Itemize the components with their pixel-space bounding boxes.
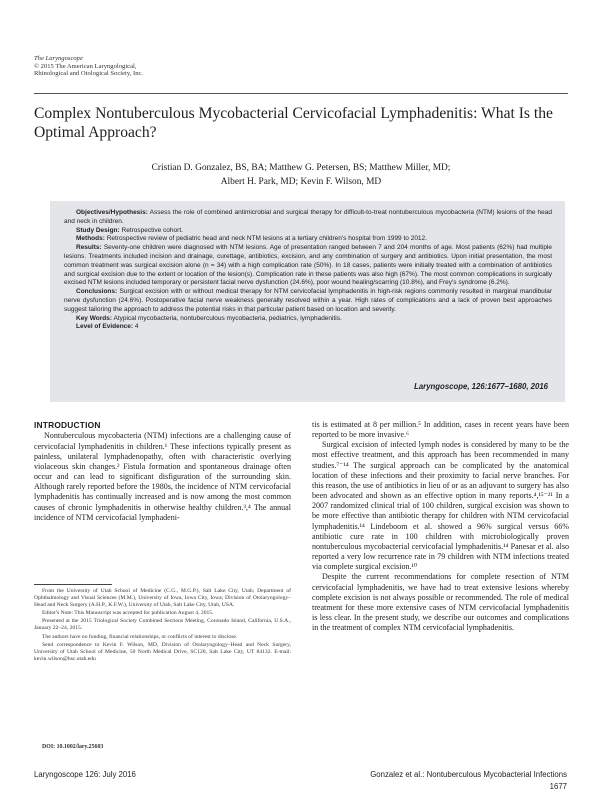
journal-masthead — [34, 55, 143, 78]
journal-name: The Laryngoscope — [34, 55, 83, 62]
footnote-editor-note: Editor's Note: This Manuscript was accepted for publication August 4, 2015. — [42, 610, 214, 617]
footnote-affiliations: From the University of Utah School of Medicine (C.G., M.G.P.), Salt Lake City, Utah; Department of Ophthalmology and Visual Sciences (M.M.), University of Iowa, Iowa City, Iowa; Division of Otolaryngology–Head and Neck Surgery (A.H.P., K.F.W.), University of Utah, Salt Lake City, Utah, USA. — [34, 588, 291, 608]
footer-journal-issue: Laryngoscope 126: July 2016 — [34, 770, 136, 779]
footnote-funding: The authors have no funding, financial relationships, or conflicts of interest to disclose. — [42, 633, 238, 640]
header-rule — [34, 93, 568, 94]
citation: Laryngoscope, 126:1677–1680, 2016 — [414, 382, 548, 391]
society-line: Rhinological and Otological Society, Inc. — [34, 70, 144, 78]
author-list — [34, 161, 568, 189]
abstract-keywords: Key Words: Atypical mycobacteria, nontuberculous mycobacteria, pediatrics, lymphadenitis. — [76, 314, 342, 322]
abstract-objectives: Objectives/Hypothesis: Assess the role of combined antimicrobial and surgical therapy for difficult-to-treat nontuberculous mycobacteria (NTM) lesions of the head and neck in children. — [64, 209, 553, 225]
left-column — [34, 420, 291, 523]
footnote-presented: Presented at the 2015 Triological Society Combined Sections Meeting, Coronado Island, California, U.S.A., January 22–24, 2015. — [34, 618, 291, 632]
footnotes — [34, 588, 291, 664]
authors-line-2: Albert H. Park, MD; Kevin F. Wilson, MD — [220, 177, 382, 187]
page-number: 1677 — [549, 782, 567, 791]
abstract-conclusions: Conclusions: Surgical excision with or without medical therapy for NTM cervicofacial lymphadenitis in high-risk regions commonly resulted in marginal mandibular nerve dysfunction (24.6%). Postoperative facial nerve weakness generally resolved within a year. High rates of complications and a lack of proven best approaches suggest tailoring the approach to address the potential risks in that particular patient based on location and severity. — [64, 288, 553, 313]
body-paragraph: Despite the current recommendations for complete resection of NTM cervicofacial lymphadenitis, we have had to treat extensive lesions whereby complete excision is not always possible or recommended. The role of medical treatment for these more extensive cases of NTM cervicofacial lymphadenitis is less clear. In the present study, we describe our outcomes and complications in the treatment of complex NTM cervicofacial lymphadenitis. — [312, 572, 569, 633]
abstract-results: Results: Seventy-one children were diagnosed with NTM lesions. Age of presentation ranged between 7 and 204 months of age. Most patients (62%) had multiple lesions. Treatments included incision and drainage, curettage, antibiotics, excision, and any combination of surgery and antibiotics. Upon initial presentation, the most common treatment was surgical excision alone (n = 34) with a high complication rate (50%). In 18 cases, patients were initially treated with a combination of antibiotics and surgical excision due to the extent or location of the lesion(s). Complication rate in these patients was also high (67%). The most common complications in surgically excised NTM lesions included temporary or persistent facial nerve dysfunction (24.6%), poor wound healing/scarring (10.8%), and Frey's syndrome (6.2%). — [64, 244, 552, 287]
abstract-level: Level of Evidence: 4 — [76, 323, 139, 331]
copyright-line: © 2015 The American Laryngological, — [34, 62, 137, 70]
footer-running-title: Gonzalez et al.: Nontuberculous Mycobacterial Infections — [370, 770, 567, 779]
article-title: Complex Nontuberculous Mycobacterial Cervicofacial Lymphadenitis: What Is the Optimal Approach? — [34, 105, 553, 141]
body-paragraph: Surgical excision of infected lymph nodes is considered by many to be the most effective treatment, and this approach has been recommended in many studies.⁷⁻¹⁴ The surgical approach can be complicated by the anatomical location of these infections and their proximity to facial nerve branches. For this reason, the use of antibiotics in lieu of or as an adjuvant to surgery has also been advocated and shown as an effective option in many reports.⁴,¹⁵⁻²¹ In a 2007 randomized clinical trial of 100 children, surgical excision was shown to be more effective than antibiotic therapy for children with NTM cervicofacial lymphadenitis.¹⁴ Lindeboom et al. showed a 96% surgical versus 66% antibiotic cure rate in 100 children with microbiologically proven nontuberculous mycobacterial cervicofacial lymphadenitis.¹⁴ Panesar et al. also reported a very low recurrence rate in 79 children with NTM infections treated via complete surgical excision.¹⁰ — [312, 440, 569, 572]
abstract — [64, 209, 552, 332]
abstract-design: Study Design: Retrospective cohort. — [76, 226, 183, 234]
doi: DOI: 10.1002/lary.25603 — [42, 744, 104, 750]
footnote-correspondence: Send correspondence to Kevin F. Wilson, MD, Division of Otolaryngology–Head and Neck Surgery, University of Utah School of Medicine, 50 North Medical Drive, SC120, Salt Lake City, UT 84132. E-mail: kevin.wilson@hsc.utah.edu — [34, 641, 291, 662]
authors-line-1: Cristian D. Gonzalez, BS, BA; Matthew G. Petersen, BS; Matthew Miller, MD; — [151, 163, 451, 173]
footnote-rule — [34, 584, 112, 585]
body-paragraph: tis is estimated at 8 per million.⁵ In addition, cases in recent years have been reported to be more invasive.⁶ — [312, 420, 569, 440]
body-paragraph: Nontuberculous mycobacteria (NTM) infections are a challenging cause of cervicofacial lymphadenitis in children.¹ These infections typically present as painless, unilateral lymphadenopathy, often with characteristic overlying violaceous skin changes.² Fistula formation and spontaneous drainage often occur and can lead to significant disfiguration of the surrounding skin. Although rarely reported before the 1980s, the incidence of NTM cervicofacial lymphadenitis has continually increased and is now among the most common causes of chronic lymphadenitis in otherwise healthy children.³,⁴ The annual incidence of NTM cervicofacial lymphadeni- — [34, 431, 291, 522]
right-column — [312, 420, 569, 633]
section-heading-introduction: INTRODUCTION — [34, 420, 101, 430]
abstract-methods: Methods: Retrospective review of pediatric head and neck NTM lesions at a tertiary children's hospital from 1999 to 2012. — [76, 235, 427, 243]
